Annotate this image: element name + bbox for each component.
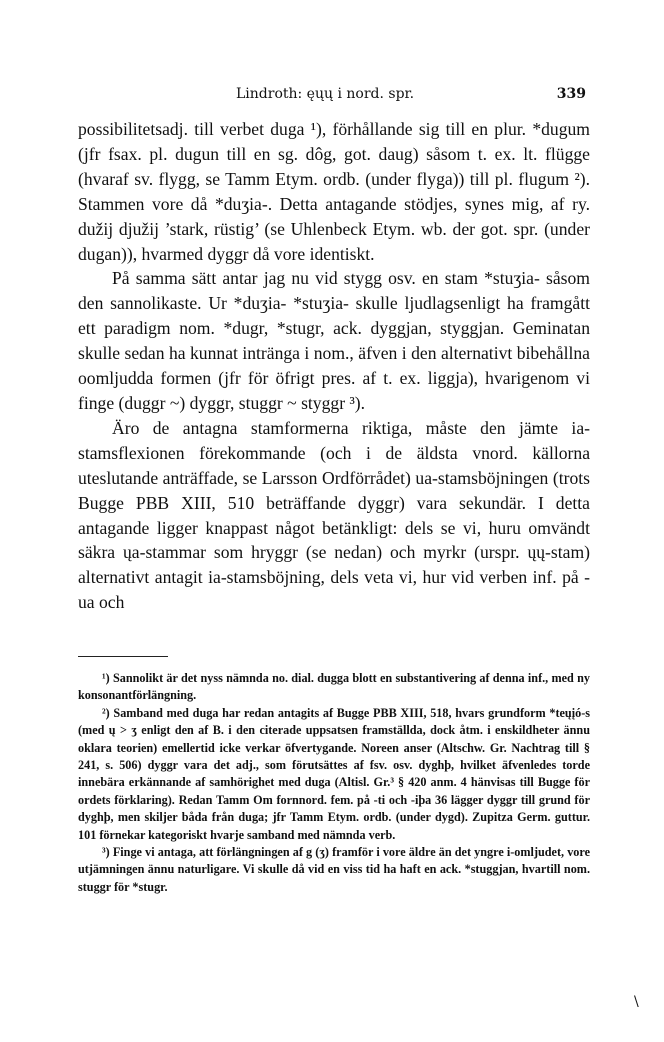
footnote: ²) Samband med duga har redan antagits af Bugge PBB XIII, 518, hvars grundform *teųįó-s (med ų > ʒ enligt den af B. i den citerade uppsatsen framställda, dock åtm. i enskildheter ännu oklara teorien) emellertid icke verkar öfvertygande. Noreen anser (Altschw. Gr. Nachtrag till § 241, s. 506) dyggr vara det adj., som förutsättes af fsv. osv. dyghþ, hvilket äfvenledes torde innebära erkännande af samhörighet med duga (Altisl. Gr.³ § 420 anm. 4 hänvisas till Bugge för ordets förklaring). Redan Tamm Om fornnord. fem. på -ti och -iþa 36 lägger dyggr till grund för dyghþ, men skiljer båda från duga; jfr Tamm Etym. ordb. (under dygd). Zupitza Germ. guttur. 101 förnekar kategoriskt hvarje samband med nämnda verb.: [78, 705, 590, 842]
paragraph: Äro de antagna stamformerna riktiga, måste den jämte ia-stamsflexionen förekommande (och i de äldsta vnord. källorna uteslutande anträffade, se Larsson Ordförrådet) ua-stamsböjningen (trots Bugge PBB XIII, 510 beträffande dyggr) vara sekundär. I detta antagande ligger knappast något betänkligt: dels se vi, huru omvändt säkra ųa-stammar som hryggr (se nedan) och myrkr (urspr. ųų-stam) alternativt antagit ia-stamsböjning, dels veta vi, hur vid verben inf. på -ua och: [78, 417, 590, 613]
page-header: [78, 86, 586, 106]
footnote: ¹) Sannolikt är det nyss nämnda no. dial. dugga blott en substantivering af denna inf., med ny konsonantförlängning.: [78, 671, 590, 703]
footnotes: [78, 670, 590, 896]
page-number: 339: [556, 86, 586, 102]
paragraph: På samma sätt antar jag nu vid stygg osv. en stam *stuʒia- såsom den sannolikaste. Ur *duʒia- *stuʒia- skulle ljudlagsenligt ha framgått ett paradigm nom. *dugr, *stugr, ack. dyggjan, styggjan. Geminatan skulle sedan ha kunnat inträngа i nom., äfven i den alternativt bibehållna oomljudda formen (jfr för öfrigt pres. af t. ex. liggja), hvarigenom vi finge (duggr ~) dyggr, stuggr ~ styggr ³).: [78, 268, 590, 413]
body-text: [78, 117, 590, 615]
footnote: ³) Finge vi antaga, att förlängningen af g (ʒ) framför i vore äldre än det yngre i-omljudet, vore utjämningen ännu naturligare. Vi skulle då vid en viss tid ha haft en ack. *stuggjan, hvartill nom. stuggr för *stugr.: [78, 845, 590, 894]
paragraph: possibilitetsadj. till verbet duga ¹), förhållande sig till en plur. *dugum (jfr fsax. pl. dugun till en sg. dôg, got. daug) såsom t. ex. lt. flügge (hvaraf sv. flygg, se Tamm Etym. ordb. (under flyga)) till pl. flugum ²). Stammen vore då *duʒia-. Detta antagande stödjes, synes mig, af ry. dužij djužij ’stark, rüstig’ (se Uhlenbeck Etym. wb. der got. spr. (under dugan)), hvarmed dyggr då vore identiskt.: [78, 119, 590, 264]
margin-mark: \: [634, 994, 639, 1010]
running-head: Lindroth: ęųų i nord. spr.: [236, 86, 415, 102]
footnote-rule: [78, 656, 168, 657]
